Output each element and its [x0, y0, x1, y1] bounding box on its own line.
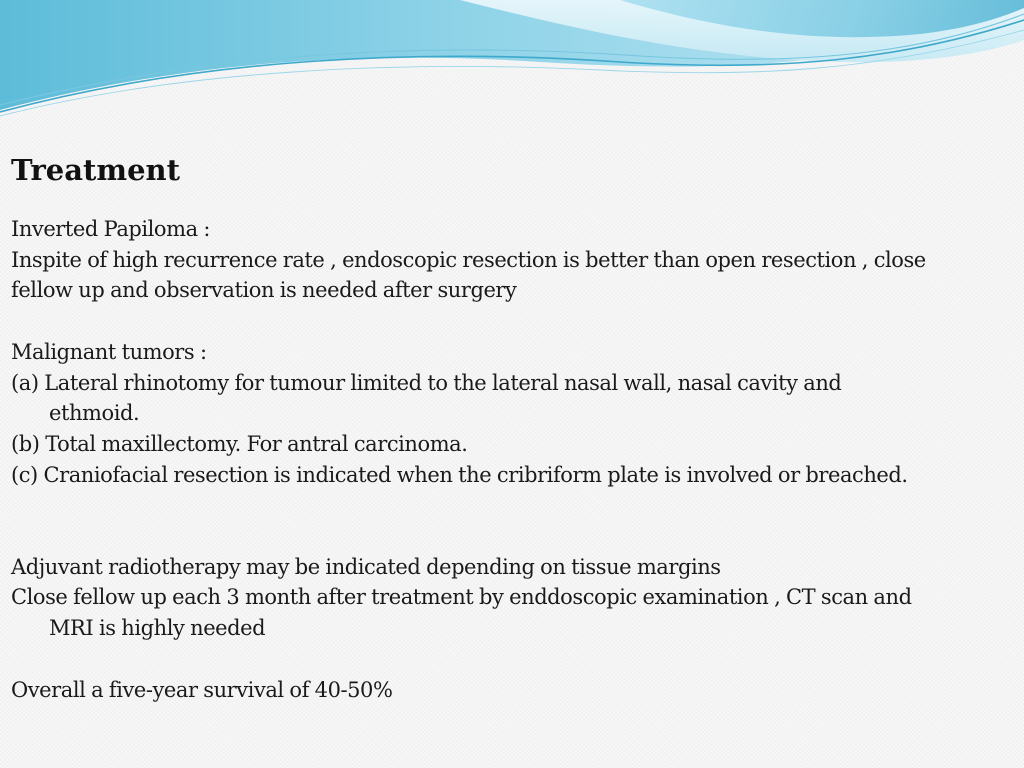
list-item: (a) Lateral rhinotomy for tumour limited to the lateral nasal wall, nasal cavity and — [11, 370, 842, 395]
spacer — [11, 490, 1016, 551]
slide-title: Treatment — [11, 153, 181, 187]
paragraph-line-continuation: MRI is highly needed — [49, 616, 266, 641]
section-heading: Malignant tumors : — [11, 339, 207, 364]
survival-statement: Overall a five-year survival of 40-50% — [11, 677, 393, 702]
spacer — [11, 644, 1016, 675]
paragraph-line: Inspite of high recurrence rate , endoscopic resection is better than open resection , close — [11, 247, 926, 272]
paragraph-line: fellow up and observation is needed after surgery — [11, 278, 517, 303]
list-item: (b) Total maxillectomy. For antral carcinoma. — [11, 431, 468, 456]
paragraph-line: Adjuvant radiotherapy may be indicated depending on tissue margins — [11, 554, 721, 579]
list-item: (c) Craniofacial resection is indicated when the cribriform plate is involved or breached. — [11, 462, 908, 487]
spacer — [11, 306, 1016, 337]
section-heading: Inverted Papiloma : — [11, 217, 210, 241]
malignant-tumors-section — [11, 337, 1016, 491]
paragraph-line: Close fellow up each 3 month after treatment by enddoscopic examination , CT scan and — [11, 585, 912, 610]
follow-up-section — [11, 552, 1016, 644]
header-wave-decoration — [0, 0, 1024, 120]
list-item-continuation: ethmoid. — [49, 401, 140, 426]
inverted-papilloma-section — [11, 214, 1016, 306]
slide-content — [11, 150, 1016, 705]
